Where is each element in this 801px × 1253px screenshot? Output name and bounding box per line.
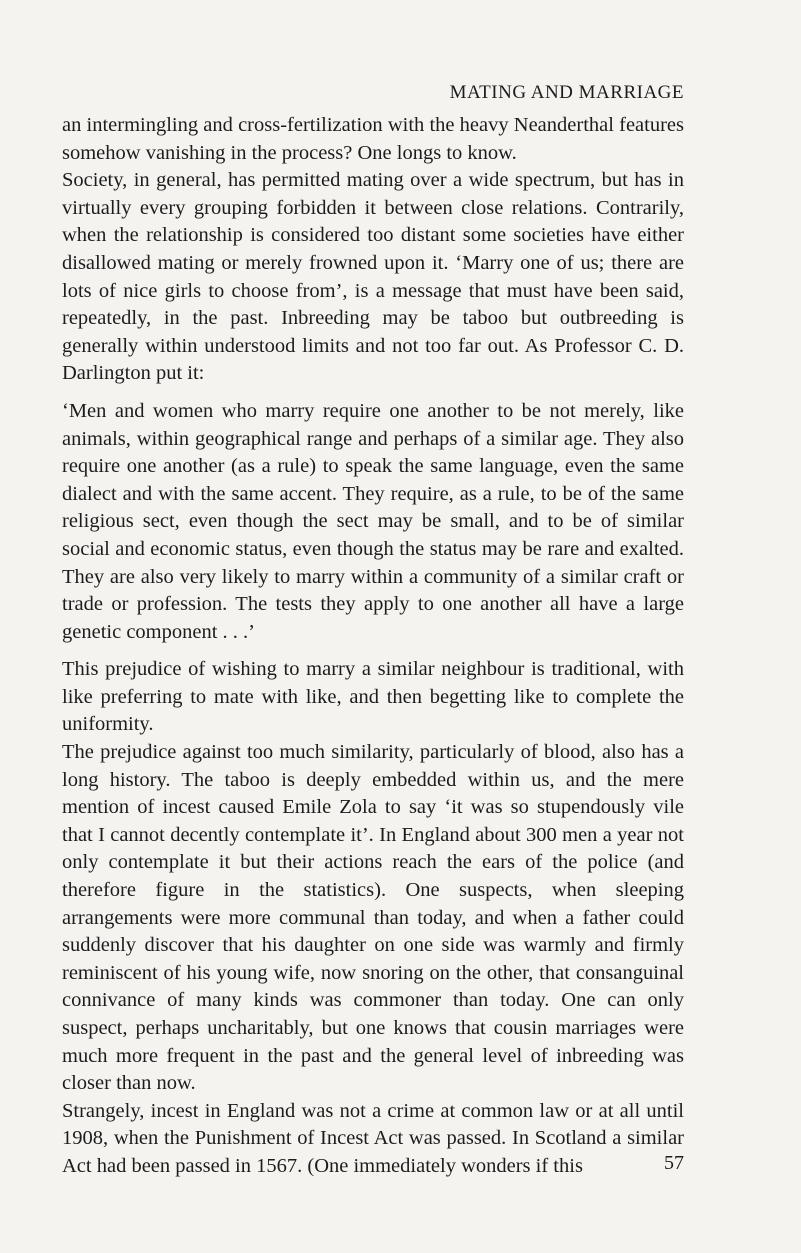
block-quote: ‘Men and women who marry require one another to be not merely, like animals, within geographical range and perhaps of a similar age. They also require one another (as a rule) to speak the same language, even the same dialect and with the same accent. They require, as a rule, to be of the same religious sect, even though the sect may be small, and to be of similar social and economic status, even though the status may be rare and exalted. They are also very likely to marry within a community of a similar craft or trade or profession. The tests they apply to one another all have a large genetic component . . .’ bbox=[62, 399, 684, 643]
paragraph: This prejudice of wishing to marry a similar neighbour is traditional, with like preferring to mate with like, and then begetting like to complete the uniformity. bbox=[62, 658, 684, 736]
paragraph: Strangely, incest in England was not a crime at common law or at all until 1908, when the Punishment of Incest Act was passed. In Scotland a similar Act had been passed in 1567. (One immediately wonders if this bbox=[62, 1099, 684, 1177]
body-text bbox=[62, 112, 684, 1181]
paragraph: The prejudice against too much similarity, particularly of blood, also has a long history. The taboo is deeply embedded within us, and the mere mention of incest caused Emile Zola to say ‘it was so stupendously vile that I cannot decently contemplate it’. In England about 300 men a year not only contemplate it but their actions reach the ears of the police (and therefore figure in the statistics). One suspects, when sleeping arrangements were more communal than today, and when a father could suddenly discover that his daughter on one side was warmly and firmly reminiscent of his young wife, now snoring on the other, that consanguinal connivance of many kinds was commoner than today. One can only suspect, perhaps uncharitably, but one knows that cousin marriages were much more frequent in the past and the general level of inbreeding was closer than now. bbox=[62, 741, 684, 1095]
page-number: 57 bbox=[664, 1152, 684, 1174]
paragraph: an intermingling and cross-fertilization with the heavy Neanderthal features somehow vanishing in the process? One longs to know. bbox=[62, 114, 684, 164]
running-head: MATING AND MARRIAGE bbox=[449, 82, 684, 103]
paragraph: Society, in general, has permitted mating over a wide spectrum, but has in virtually every grouping forbidden it between close relations. Contrarily, when the relationship is considered too distant some societies have either disallowed mating or merely frowned upon it. ‘Marry one of us; there are lots of nice girls to choose from’, is a message that must have been said, repeatedly, in the past. Inbreeding may be taboo but outbreeding is generally within understood limits and not too far out. As Professor C. D. Darlington put it: bbox=[62, 169, 684, 385]
